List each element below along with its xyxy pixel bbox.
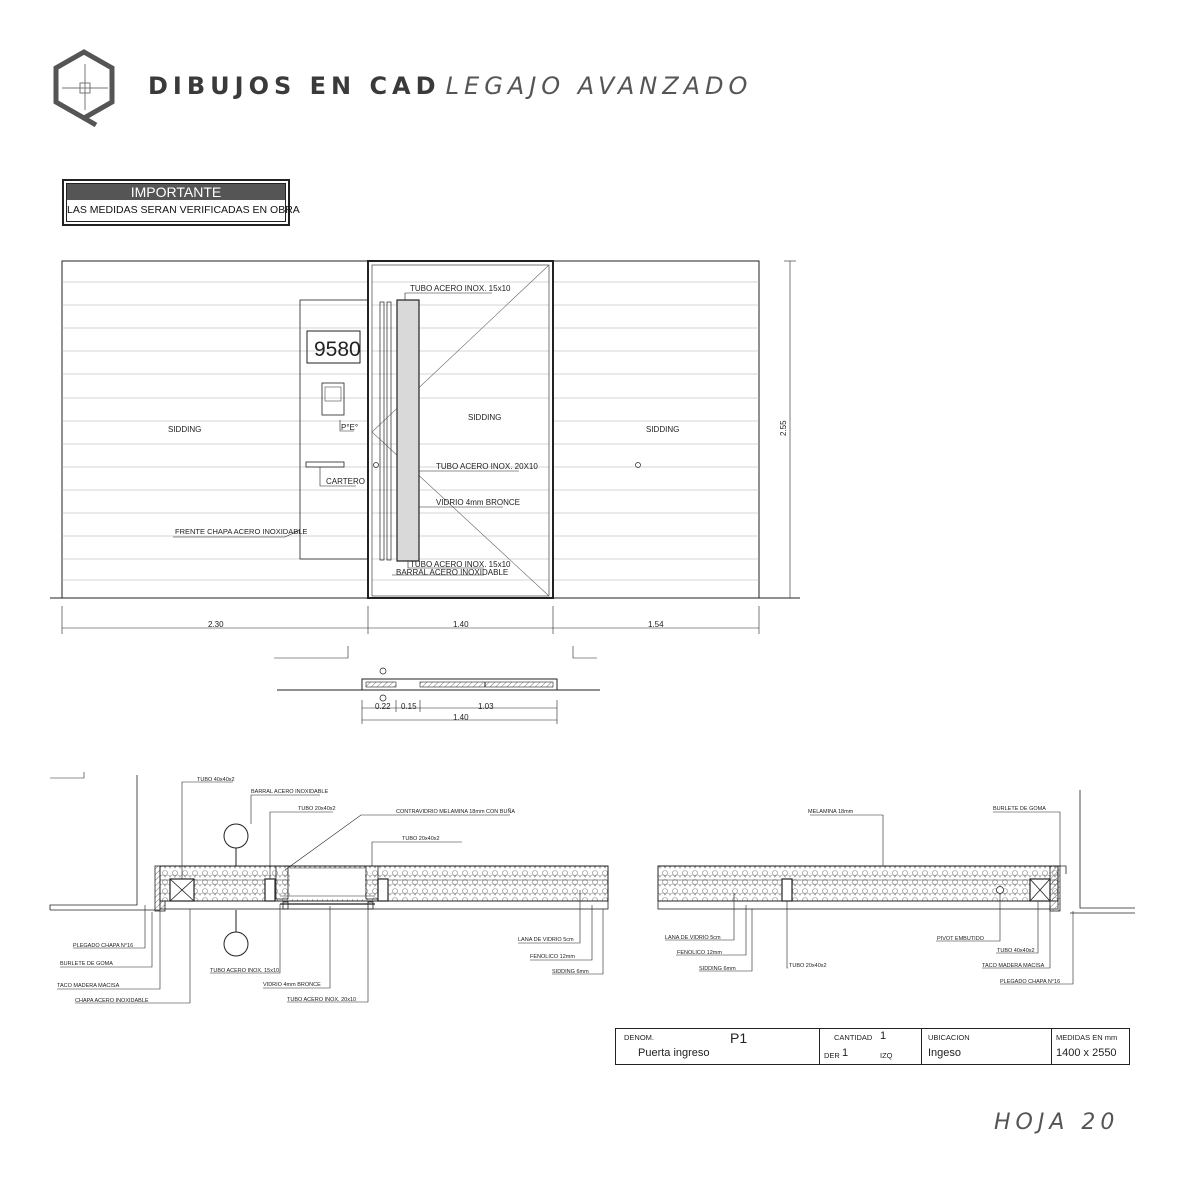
label-barral: BARRAL ACERO INOXIDABLE: [396, 568, 509, 577]
tb-ubicacion-value: Ingeso: [928, 1047, 962, 1059]
sl-barral: BARRAL ACERO INOXIDABLE: [251, 789, 329, 795]
sl-burlete: BURLETE DE GOMA: [60, 961, 113, 967]
header-title-italic: LEGAJO AVANZADO: [445, 72, 753, 100]
tb-ubicacion-cell: [922, 1029, 1052, 1064]
notice-text: LAS MEDIDAS SERAN VERIFICADAS EN OBRA: [67, 204, 300, 216]
sr-tubo-20: TUBO 20x40x2: [789, 963, 827, 969]
sl-tubo-20x10: TUBO ACERO INOX. 20x10: [287, 997, 357, 1003]
plan-dim-a: 0.22: [375, 702, 391, 711]
sl-tubo-15: TUBO ACERO INOX. 15x10: [210, 968, 280, 974]
label-tubo-top: TUBO ACERO INOX. 15x10: [410, 284, 511, 293]
label-cartero: CARTERO: [326, 477, 365, 486]
label-sidding-left: SIDDING: [168, 425, 202, 434]
label-tubo-bottom: TUBO ACERO INOX. 15x10: [410, 560, 511, 569]
tb-denom-cell: [616, 1029, 820, 1064]
sr-melamina: MELAMINA 18mm: [808, 809, 854, 815]
tb-denom-label: DENOM.: [624, 1033, 654, 1042]
header-title-bold: DIBUJOS EN CAD: [148, 72, 441, 100]
tb-denom-code: P1: [730, 1030, 748, 1046]
sl-tubo-20b: TUBO 20x40x2: [402, 836, 440, 842]
tb-der-label: DER: [824, 1051, 840, 1060]
dim-right: 1.54: [648, 620, 664, 629]
sr-lana: LANA DE VIDRIO 5cm: [665, 935, 721, 941]
tb-medidas-cell: [1052, 1029, 1129, 1064]
sl-lana: LANA DE VIDRIO 5cm: [518, 937, 574, 943]
sl-chapa: CHAPA ACERO INOXIDABLE: [75, 998, 149, 1004]
label-portero: P°E°: [341, 423, 359, 432]
plan-view: [274, 646, 600, 724]
sl-tubo-40: TUBO 40x40x2: [197, 777, 235, 783]
title-block: [615, 1028, 1130, 1065]
sr-pivot: PIVOT EMBUTIDO: [937, 936, 984, 942]
sl-sidding: SIDDING 6mm: [552, 969, 589, 975]
sl-vidrio: VIDRIO 4mm BRONCE: [263, 982, 321, 988]
tb-der-value: 1: [842, 1047, 849, 1059]
sl-fenolico: FENOLICO 12mm: [530, 954, 575, 960]
label-tubo-mid: TUBO ACERO INOX. 20X10: [436, 462, 538, 471]
sl-contravidrio: CONTRAVIDRIO MELAMINA 18mm CON BUÑA: [396, 809, 516, 815]
plan-dim-c: 1.03: [478, 702, 494, 711]
tb-izq-label: IZQ: [880, 1051, 893, 1060]
tb-cantidad-cell: [820, 1029, 922, 1064]
sl-plegado: PLEGADO CHAPA N°16: [73, 943, 134, 949]
notice-title: IMPORTANTE: [67, 184, 285, 200]
sr-taco: TACO MADERA MACISA: [982, 963, 1045, 969]
sr-sidding: SIDDING 6mm: [699, 966, 736, 972]
tb-medidas-label: MEDIDAS EN mm: [1056, 1033, 1118, 1042]
tb-cantidad-value: 1: [880, 1030, 887, 1042]
plan-dim-total: 1.40: [453, 713, 469, 722]
elevation-view: [50, 261, 800, 634]
plan-dim-b: 0.15: [401, 702, 417, 711]
sl-tubo-20a: TUBO 20x40x2: [298, 806, 336, 812]
label-vidrio: VIDRIO 4mm BRONCE: [436, 498, 521, 507]
section-right: [658, 790, 1135, 984]
label-sidding-right: SIDDING: [646, 425, 680, 434]
tb-denom-name: Puerta ingreso: [638, 1047, 710, 1059]
label-frente: FRENTE CHAPA ACERO INOXIDABLE: [175, 527, 308, 536]
sr-fenolico: FENOLICO 12mm: [677, 950, 722, 956]
sr-plegado: PLEGADO CHAPA N°16: [1000, 979, 1061, 985]
tb-cantidad-label: CANTIDAD: [834, 1033, 873, 1042]
label-sidding-center: SIDDING: [468, 413, 502, 422]
dim-door: 1.40: [453, 620, 469, 629]
dim-left: 2.30: [208, 620, 224, 629]
sl-taco: TACO MADERA MACISA: [57, 983, 120, 989]
house-number: 9580: [314, 338, 361, 361]
sheet-number: HOJA 20: [994, 1110, 1120, 1135]
sr-tubo-40: TUBO 40x40x2: [997, 948, 1035, 954]
tb-medidas-value: 1400 x 2550: [1056, 1047, 1117, 1059]
sr-burlete: BURLETE DE GOMA: [993, 806, 1046, 812]
dim-height: 2.55: [779, 420, 788, 436]
tb-ubicacion-label: UBICACION: [928, 1033, 970, 1042]
